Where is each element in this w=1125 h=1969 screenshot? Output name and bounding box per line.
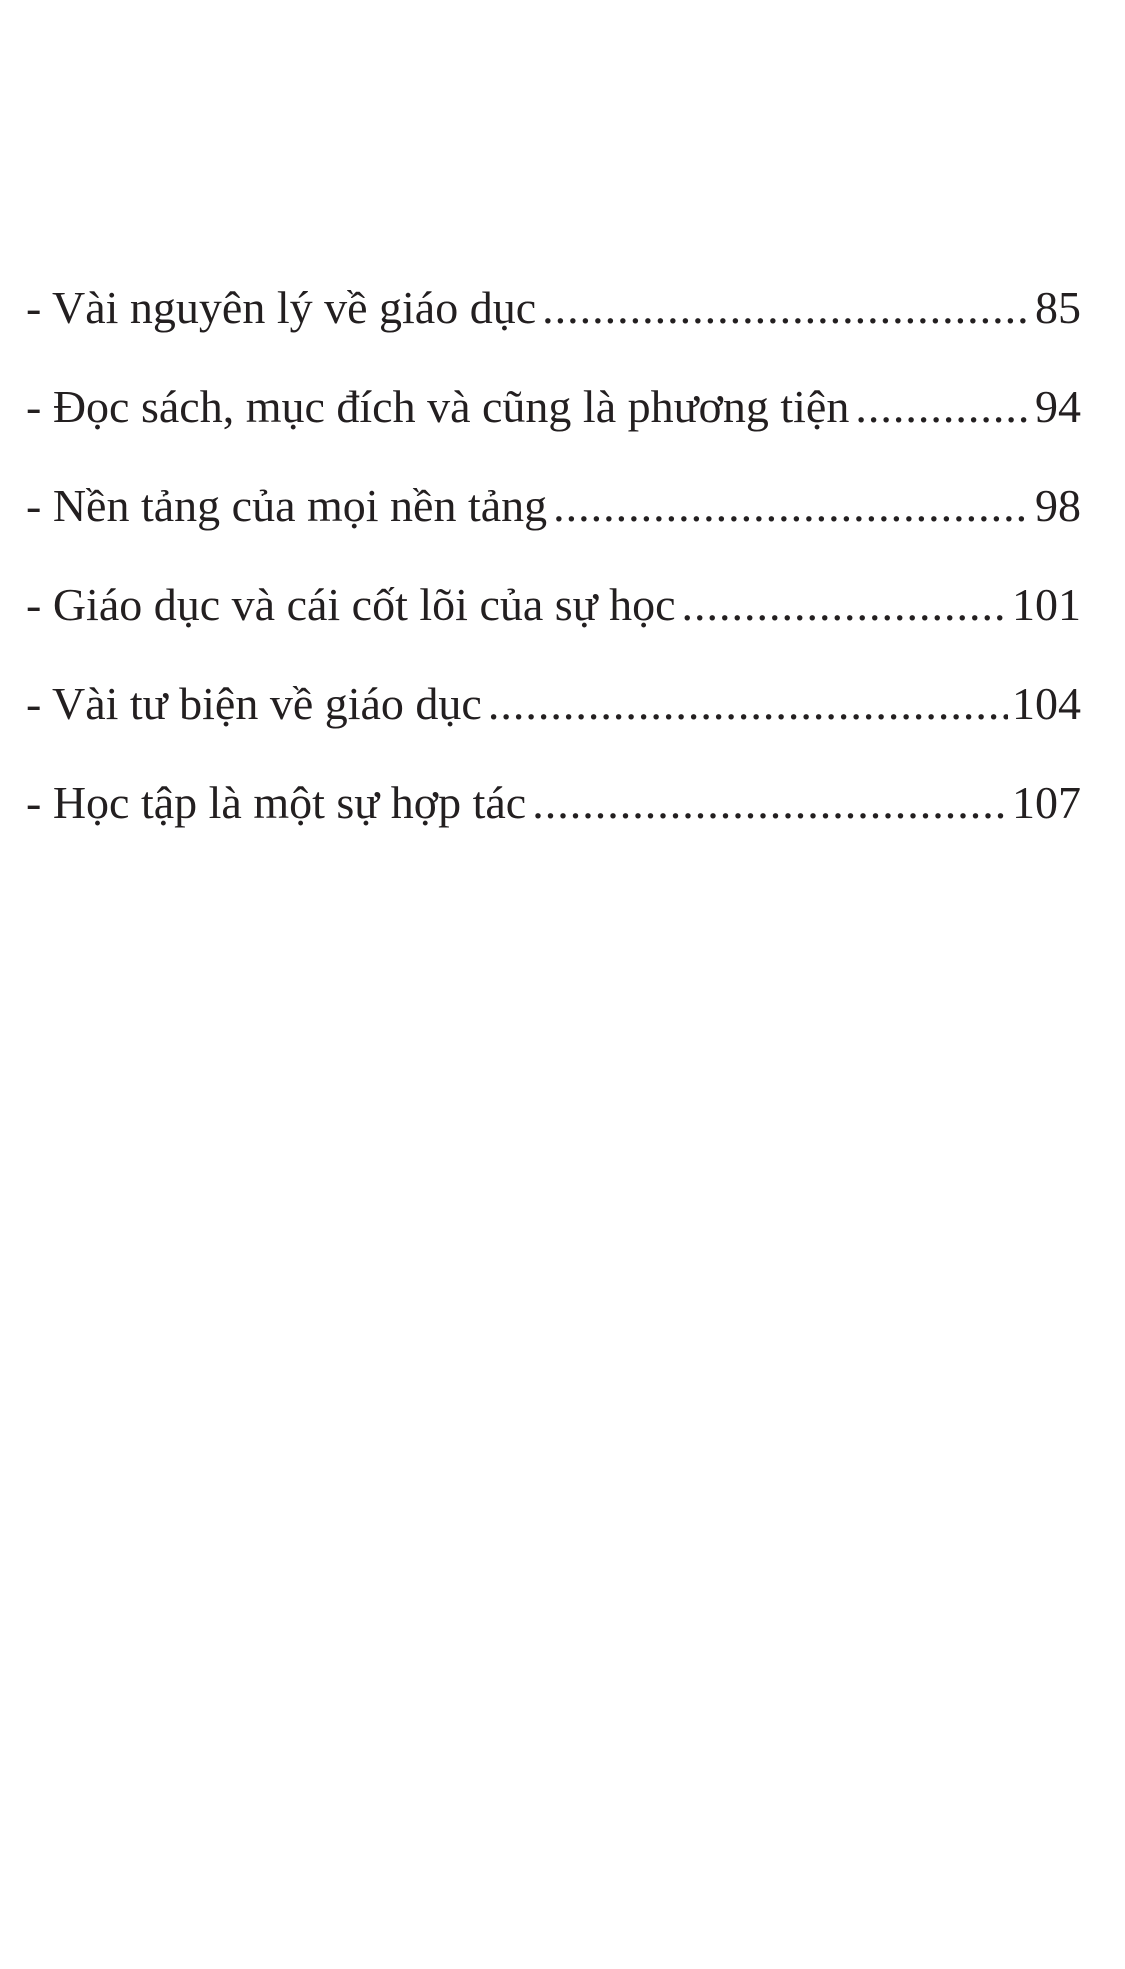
toc-entry-page: 98 [1035, 480, 1081, 531]
toc-entry-title: - Vài tư biện về giáo dục [26, 678, 482, 729]
toc-entry [26, 377, 1081, 476]
toc-entry-page: 85 [1035, 282, 1081, 333]
toc-entry-page: 107 [1012, 777, 1081, 828]
toc-entry-page: 101 [1012, 579, 1081, 630]
toc-entry-title: - Nền tảng của mọi nền tảng [26, 480, 548, 531]
toc-entry [26, 278, 1081, 377]
toc-dot-leader [488, 674, 1008, 734]
toc-entry-title: - Vài nguyên lý về giáo dục [26, 282, 537, 333]
toc-entry [26, 476, 1081, 575]
toc-dot-leader [682, 575, 1008, 635]
toc-entry-title: - Học tập là một sự hợp tác [26, 777, 527, 828]
toc-entry [26, 674, 1081, 773]
toc-dot-leader [855, 377, 1031, 437]
toc-entry [26, 773, 1081, 872]
toc-entry-title: - Đọc sách, mục đích và cũng là phương tiện [26, 381, 850, 432]
toc-dot-leader [553, 476, 1031, 536]
toc-entry-page: 94 [1035, 381, 1081, 432]
toc-dot-leader [542, 278, 1031, 338]
toc-entry [26, 575, 1081, 674]
toc-dot-leader [532, 773, 1008, 833]
toc-entry-page: 104 [1012, 678, 1081, 729]
toc-entry-title: - Giáo dục và cái cốt lõi của sự học [26, 579, 676, 630]
table-of-contents [26, 278, 1081, 872]
